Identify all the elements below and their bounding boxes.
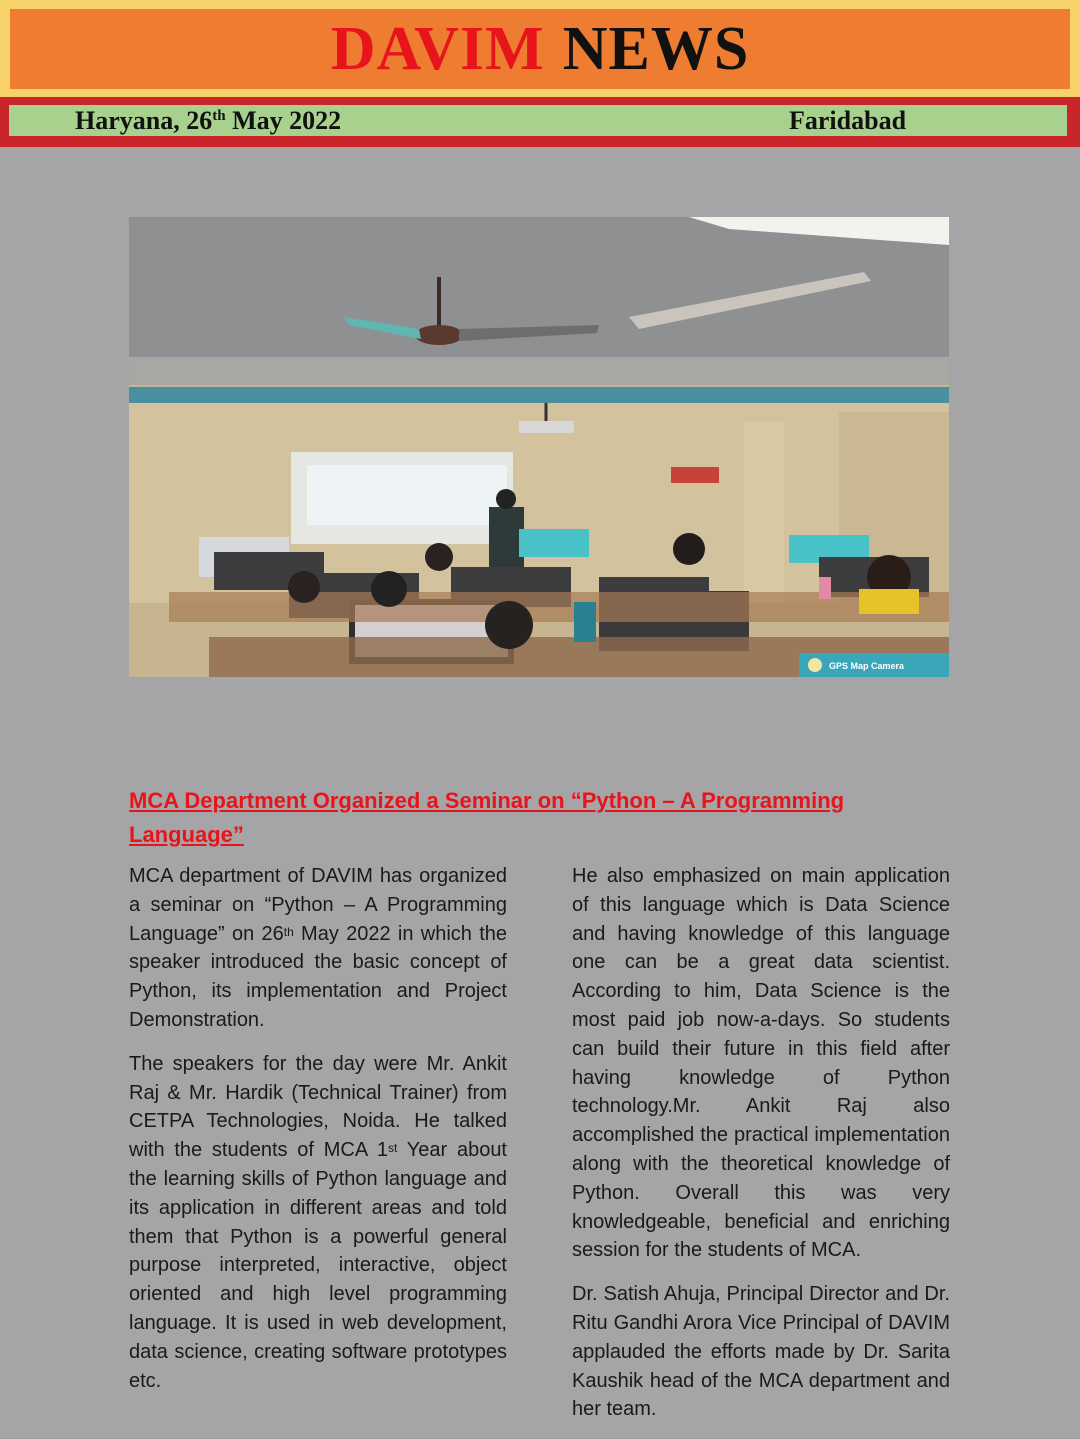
masthead-title	[10, 9, 1070, 89]
dateline-date: Haryana, 26th May 2022	[75, 106, 342, 135]
dateline-bar	[0, 97, 1080, 147]
seminar-photo	[129, 217, 949, 677]
article-column-right	[572, 862, 950, 1439]
article-column-left	[129, 862, 507, 1410]
classroom-illustration	[129, 217, 949, 677]
article-headline: MCA Department Organized a Seminar on “Python – A Programming Language”	[129, 788, 845, 847]
masthead-brand: DAVIM	[330, 14, 545, 83]
masthead	[0, 0, 1080, 97]
article-paragraph-3: He also emphasized on main application of this language which is Data Science and having knowledge of this language one can be a great data scientist. According to him, Data Science is the most paid job now-a-days. So students can build their future in this field after having knowledge of Python technology.Mr. Ankit Raj also accomplished the practical implementation along with the theoretical knowledge of Python. Overall this was very knowledgeable, beneficial and enriching session for the students of MCA.	[572, 865, 950, 1262]
article-paragraph-1: MCA department of DAVIM has organized a seminar on “Python – A Programming Language” on 26th May 2022 in which the speaker introduced the basic concept of Python, its implementation and Project Demonstration.	[129, 865, 508, 1031]
dateline-city: Faridabad	[789, 106, 907, 135]
article-paragraph-2: The speakers for the day were Mr. Ankit Raj & Mr. Hardik (Technical Trainer) from CETPA Technologies, Noida. He talked with the students of MCA 1st Year about the learning skills of Python language and its application in different areas and told them that Python is a powerful general purpose interpreted, interactive, object oriented and high level programming language. It is used in web development, data science, creating software prototypes etc.	[129, 1052, 507, 1392]
article-paragraph-4: Dr. Satish Ahuja, Principal Director and Dr. Ritu Gandhi Arora Vice Principal of DAVIM applauded the efforts made by Dr. Sarita Kaushik head of the MCA department and her team.	[572, 1283, 950, 1421]
dateline-inner	[9, 105, 1067, 136]
gps-caption: GPS Map Camera	[829, 661, 905, 671]
masthead-word: NEWS	[562, 14, 750, 83]
